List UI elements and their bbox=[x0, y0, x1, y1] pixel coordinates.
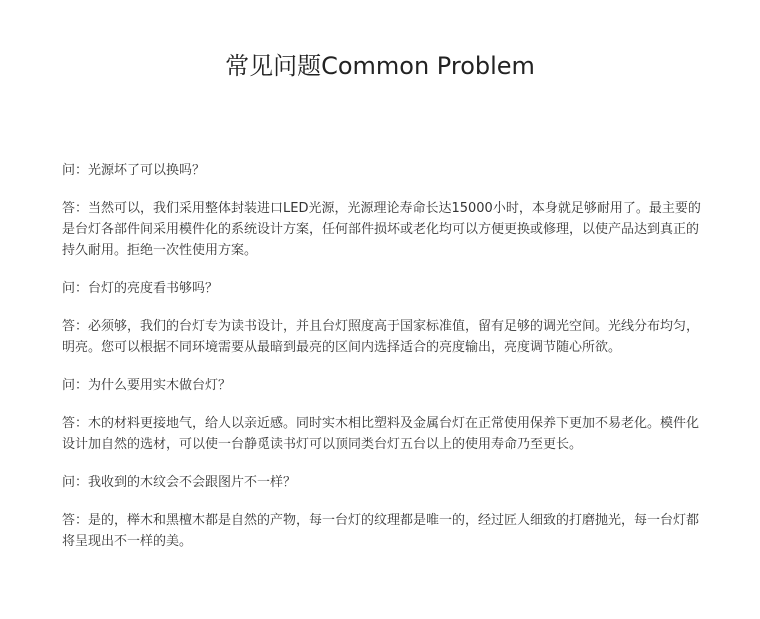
faq-item bbox=[62, 375, 710, 455]
faq-answer: 答：必须够，我们的台灯专为读书设计，并且台灯照度高于国家标准值，留有足够的调光空间。光线分布均匀，明亮。您可以根据不同环境需要从最暗到最亮的区间内选择适合的亮度输出，亮度调节随心所欲。 bbox=[62, 319, 700, 355]
faq-answer: 答：木的材料更接地气，给人以亲近感。同时实木相比塑料及金属台灯在正常使用保养下更加不易老化。模件化设计加自然的选材，可以使一台静觅读书灯可以顶同类台灯五台以上的使用寿命乃至更长。 bbox=[62, 416, 700, 452]
faq-question: 问：光源坏了可以换吗？ bbox=[62, 163, 206, 178]
faq-list bbox=[62, 160, 710, 569]
faq-item bbox=[62, 472, 710, 552]
faq-question: 问：我收到的木纹会不会跟图片不一样？ bbox=[62, 475, 297, 490]
faq-item bbox=[62, 278, 710, 358]
faq-question: 问：台灯的亮度看书够吗？ bbox=[62, 281, 219, 296]
faq-answer: 答：当然可以，我们采用整体封装进口LED光源，光源理论寿命长达15000小时，本身就足够耐用了。最主要的是台灯各部件间采用模件化的系统设计方案，任何部件损坏或老化均可以方便更换或修理，以使产品达到真正的持久耐用。拒绝一次性使用方案。 bbox=[62, 201, 701, 258]
faq-answer: 答：是的，榉木和黑檀木都是自然的产物，每一台灯的纹理都是唯一的，经过匠人细致的打磨抛光，每一台灯都将呈现出不一样的美。 bbox=[62, 513, 700, 549]
faq-item bbox=[62, 160, 710, 261]
page-title: 常见问题Common Problem bbox=[225, 52, 535, 80]
faq-question: 问：为什么要用实木做台灯？ bbox=[62, 378, 232, 393]
